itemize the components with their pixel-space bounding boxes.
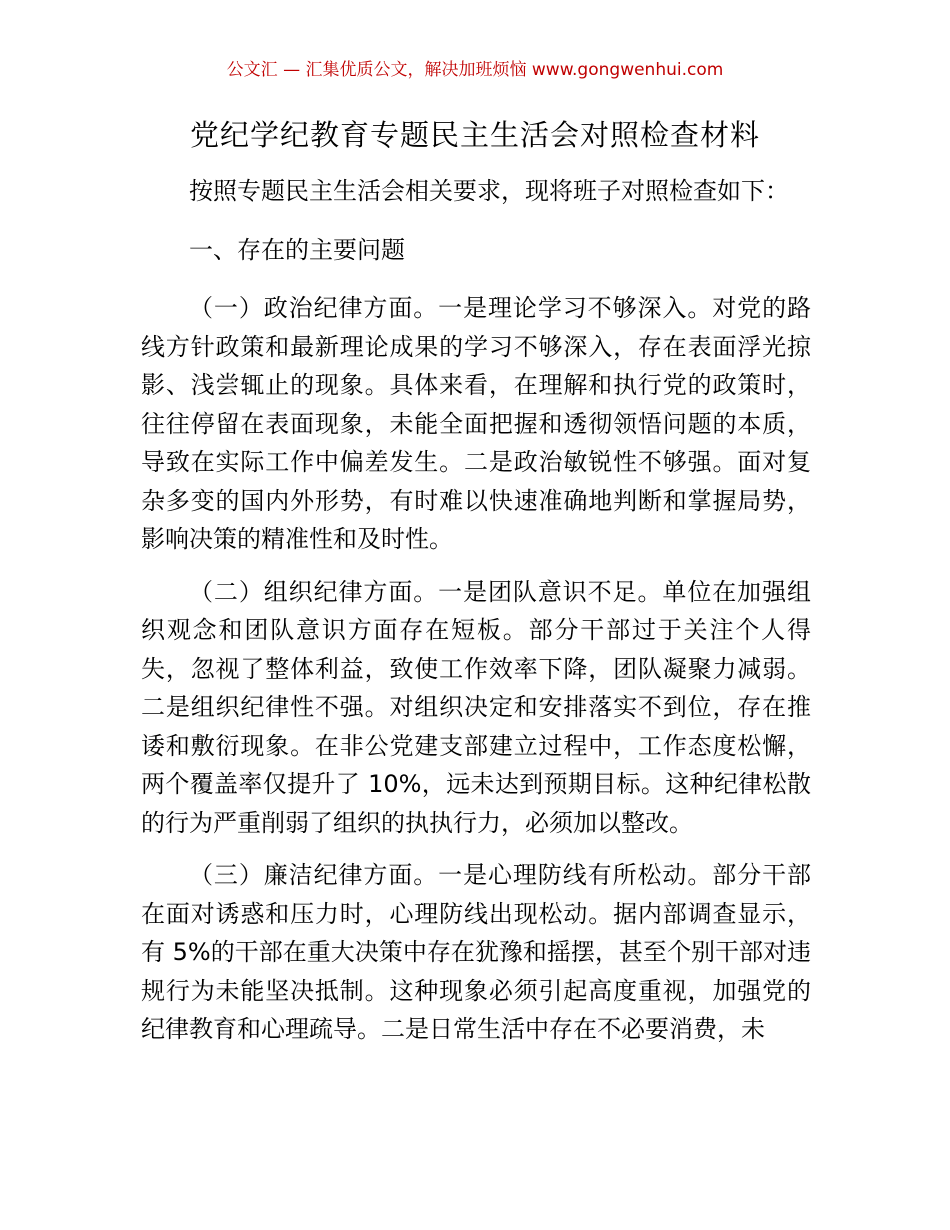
- body-paragraph: （一）政治纪律方面。一是理论学习不够深入。对党的路线方针政策和最新理论成果的学习不够深入，存在表面浮光掠影、浅尝辄止的现象。具体来看，在理解和执行党的政策时，往往停留在表面现象，未能全面把握和透彻领悟问题的本质，导致在实际工作中偏差发生。二是政治敏锐性不够强。面对复杂多变的国内外形势，有时难以快速准确地判断和掌握局势，影响决策的精准性和及时性。: [141, 294, 811, 553]
- document-title: 党纪学纪教育专题民主生活会对照检查材料: [189, 118, 760, 152]
- section-heading: 一、存在的主要问题: [189, 235, 405, 264]
- body-paragraph: （三）廉洁纪律方面。一是心理防线有所松动。部分干部在面对诱惑和压力时，心理防线出现松动。据内部调查显示，有 5%的干部在重大决策中存在犹豫和摇摆，甚至个别干部对违规行为未能坚决抵制。这种现象必须引起高度重视，加强党的纪律教育和心理疏导。二是日常生活中存在不必要消费，未: [141, 861, 811, 1043]
- document-body: [141, 172, 811, 1063]
- body-paragraph: （二）组织纪律方面。一是团队意识不足。单位在加强组织观念和团队意识方面存在短板。部分干部过于关注个人得失，忽视了整体利益，致使工作效率下降，团队凝聚力减弱。二是组织纪律性不强。对组织决定和安排落实不到位，存在推诿和敷衍现象。在非公党建支部建立过程中，工作态度松懈，两个覆盖率仅提升了 10%，远未达到预期目标。这种纪律松散的行为严重削弱了组织的执执行力，必须加以整改。: [141, 577, 811, 837]
- intro-paragraph: 按照专题民主生活会相关要求，现将班子对照检查如下：: [189, 177, 789, 205]
- watermark-header: 公文汇 — 汇集优质公文，解决加班烦恼 www.gongwenhui.com: [226, 60, 724, 80]
